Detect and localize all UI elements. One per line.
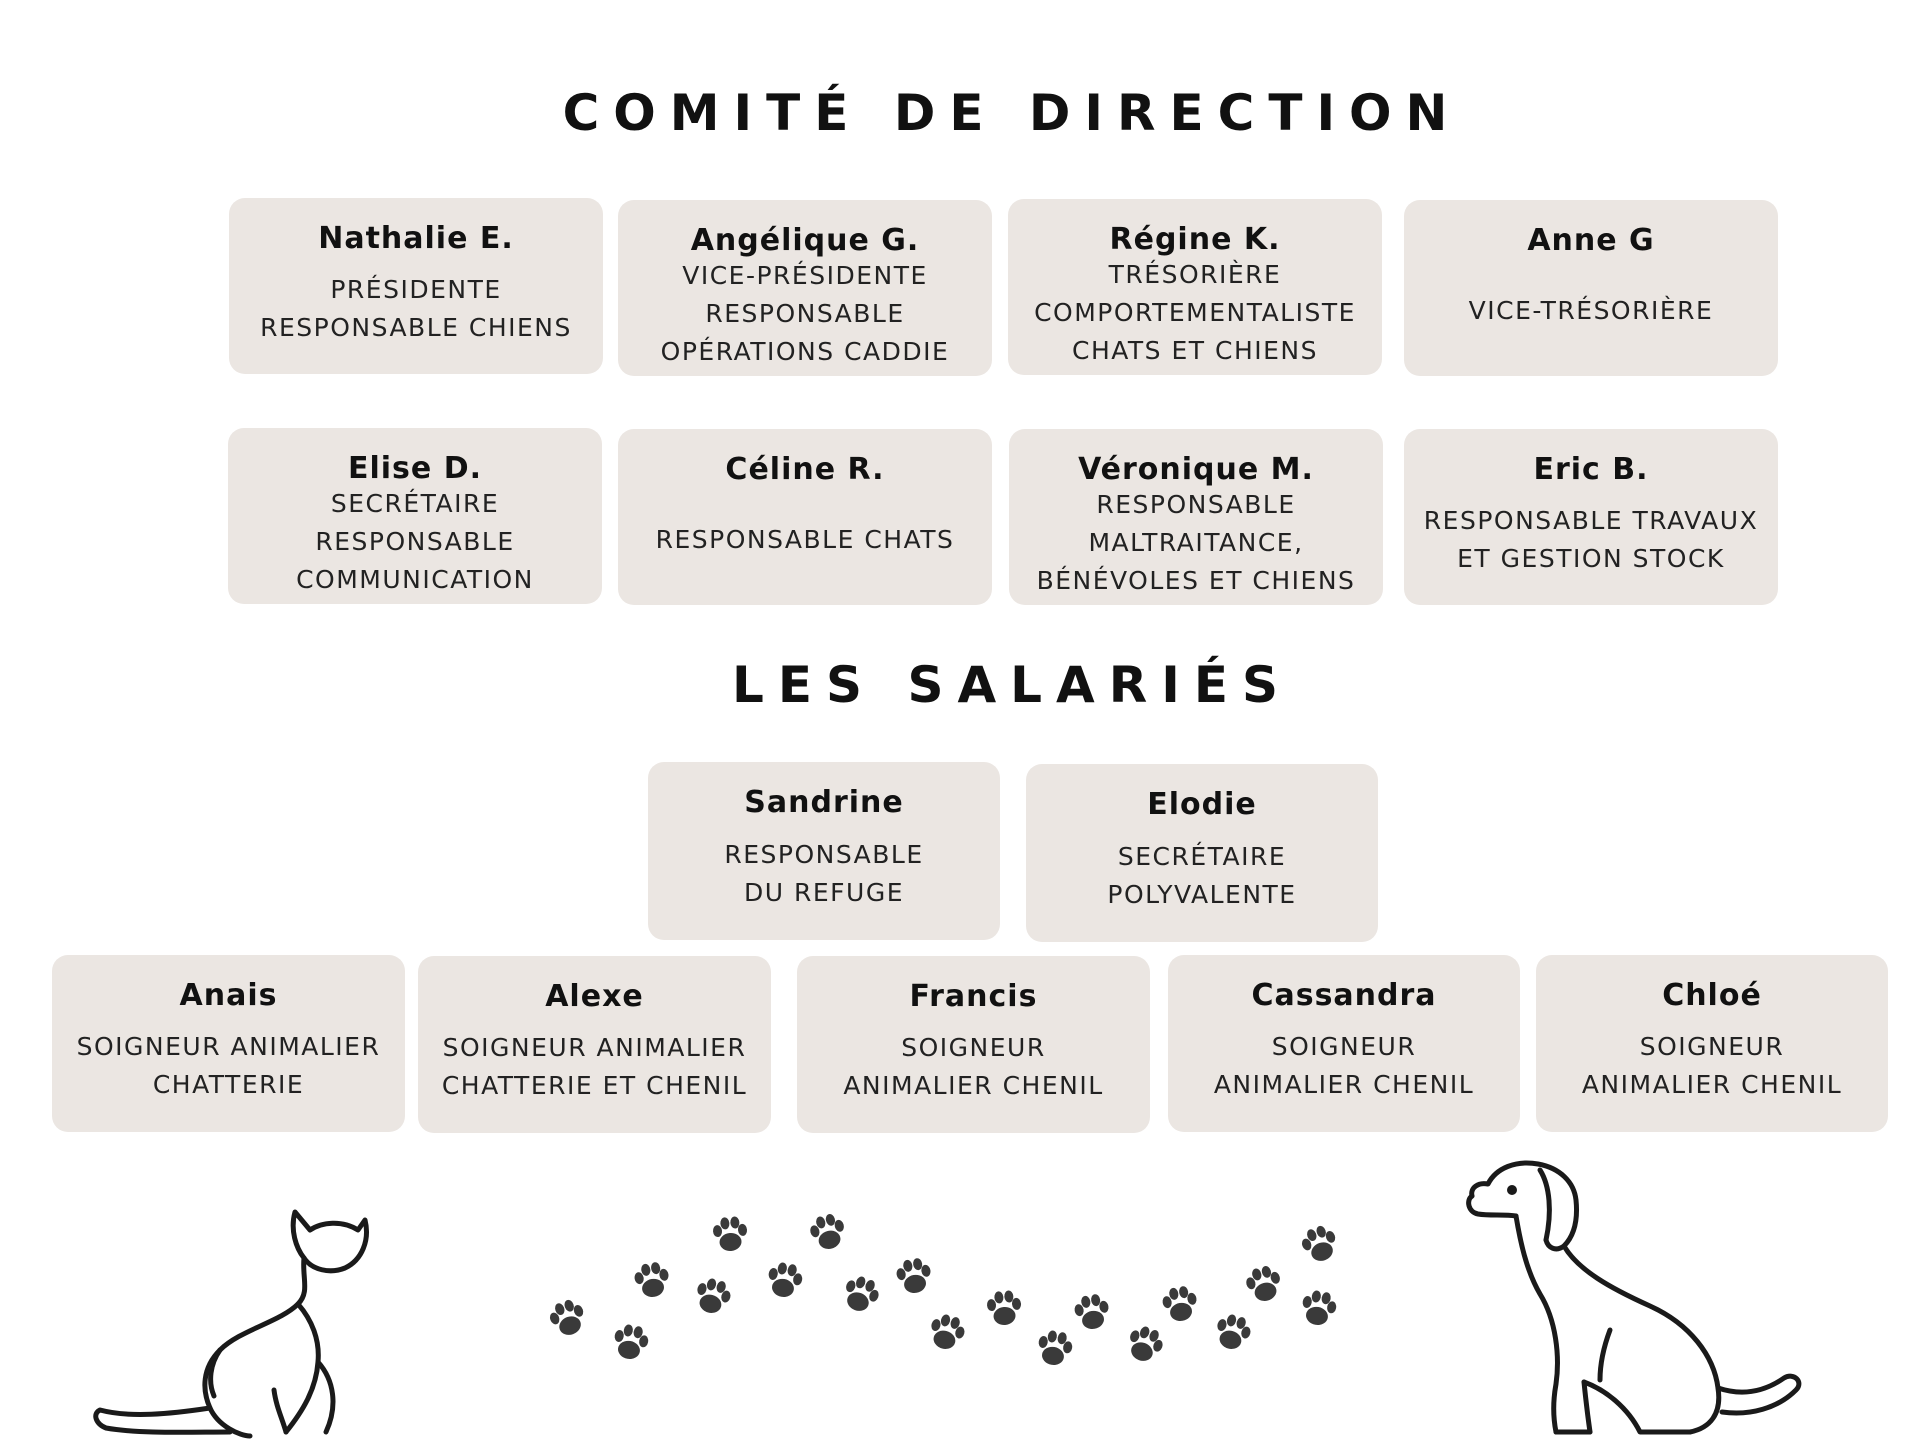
member-role	[1037, 486, 1356, 612]
salaries-title: LES SALARIÉS	[732, 656, 1292, 714]
member-role	[1107, 821, 1296, 942]
member-role	[661, 257, 950, 383]
member-card-angelique	[618, 200, 992, 376]
member-role-line: VICE-TRÉSORIÈRE	[1468, 295, 1714, 325]
member-role	[656, 486, 955, 605]
member-role	[260, 255, 572, 374]
member-role-line: CHATTERIE	[152, 1070, 305, 1099]
member-role-line: RESPONSABLE	[315, 527, 515, 556]
member-name: Elodie	[1147, 787, 1257, 822]
member-role-line: ET GESTION STOCK	[1457, 543, 1725, 573]
member-role	[1469, 257, 1714, 376]
member-role	[1034, 256, 1356, 382]
member-role-line: RESPONSABLE	[724, 839, 924, 869]
member-name: Anais	[179, 978, 278, 1013]
member-role-line: ANIMALIER CHENIL	[1213, 1070, 1475, 1099]
member-role	[1214, 1012, 1474, 1132]
member-role-line: RESPONSABLE CHATS	[655, 524, 955, 554]
member-card-sandrine	[648, 762, 1000, 940]
member-role-line: SOIGNEUR	[1271, 1032, 1417, 1061]
member-name: Francis	[909, 979, 1038, 1014]
member-role-line: OPÉRATIONS CADDIE	[660, 337, 950, 366]
member-name: Cassandra	[1251, 978, 1437, 1013]
member-card-francis	[797, 956, 1150, 1133]
paw-prints-icon	[540, 1210, 1360, 1380]
member-card-eric	[1404, 429, 1778, 605]
member-role	[1582, 1012, 1842, 1132]
member-card-regine	[1008, 199, 1382, 375]
member-name: Chloé	[1662, 978, 1762, 1013]
member-role-line: ANIMALIER CHENIL	[1581, 1070, 1843, 1099]
member-card-anne	[1404, 200, 1778, 376]
member-role-line: COMPORTEMENTALISTE	[1034, 298, 1356, 327]
member-role-line: SECRÉTAIRE	[330, 489, 500, 518]
member-role-line: BÉNÉVOLES ET CHIENS	[1036, 566, 1356, 595]
member-name: Eric B.	[1533, 452, 1649, 487]
member-name: Angélique G.	[690, 223, 920, 258]
member-role-line: RESPONSABLE	[705, 299, 905, 328]
comite-title: COMITÉ DE DIRECTION	[562, 84, 1462, 142]
member-card-chloe	[1536, 955, 1888, 1132]
member-role-line: COMMUNICATION	[296, 565, 534, 594]
member-name: Régine K.	[1109, 222, 1281, 257]
member-card-veronique	[1009, 429, 1383, 605]
member-role-line: DU REFUGE	[743, 877, 904, 907]
member-role-line: VICE-PRÉSIDENTE	[682, 261, 928, 290]
member-name: Nathalie E.	[318, 221, 514, 256]
member-role-line: CHATTERIE ET CHENIL	[441, 1071, 748, 1100]
member-role-line: POLYVALENTE	[1107, 879, 1297, 909]
member-role	[296, 485, 534, 611]
member-role-line: RESPONSABLE	[1096, 490, 1296, 519]
member-card-nathalie	[229, 198, 603, 374]
member-role-line: SOIGNEUR ANIMALIER	[442, 1033, 747, 1062]
member-role	[1424, 486, 1758, 605]
member-card-celine	[618, 429, 992, 605]
member-name: Sandrine	[744, 785, 904, 820]
member-role-line: MALTRAITANCE,	[1088, 528, 1304, 557]
member-role	[77, 1012, 381, 1132]
member-name: Céline R.	[725, 452, 885, 487]
member-role-line: TRÉSORIÈRE	[1108, 260, 1282, 289]
cat-outline-icon	[90, 1200, 390, 1440]
member-card-elodie	[1026, 764, 1378, 942]
member-card-alexe	[418, 956, 771, 1133]
member-role-line: RESPONSABLE CHIENS	[260, 312, 572, 342]
dog-outline-icon	[1460, 1160, 1820, 1440]
member-role-line: SOIGNEUR	[901, 1033, 1046, 1062]
member-role-line: PRÉSIDENTE	[330, 274, 502, 304]
member-name: Alexe	[545, 979, 644, 1014]
member-role	[724, 819, 923, 940]
member-role-line: CHATS ET CHIENS	[1071, 336, 1318, 365]
member-role	[843, 1013, 1103, 1133]
member-card-elise	[228, 428, 602, 604]
member-role-line: ANIMALIER CHENIL	[843, 1071, 1104, 1100]
member-name: Véronique M.	[1078, 452, 1314, 487]
member-role-line: SECRÉTAIRE	[1117, 841, 1287, 871]
member-role-line: SOIGNEUR ANIMALIER	[76, 1032, 381, 1061]
member-role-line: RESPONSABLE TRAVAUX	[1423, 505, 1759, 535]
member-card-cassandra	[1168, 955, 1520, 1132]
member-name: Anne G	[1527, 223, 1655, 258]
member-name: Elise D.	[347, 451, 482, 486]
member-role-line: SOIGNEUR	[1639, 1032, 1785, 1061]
member-card-anais	[52, 955, 405, 1132]
member-role	[442, 1013, 747, 1133]
